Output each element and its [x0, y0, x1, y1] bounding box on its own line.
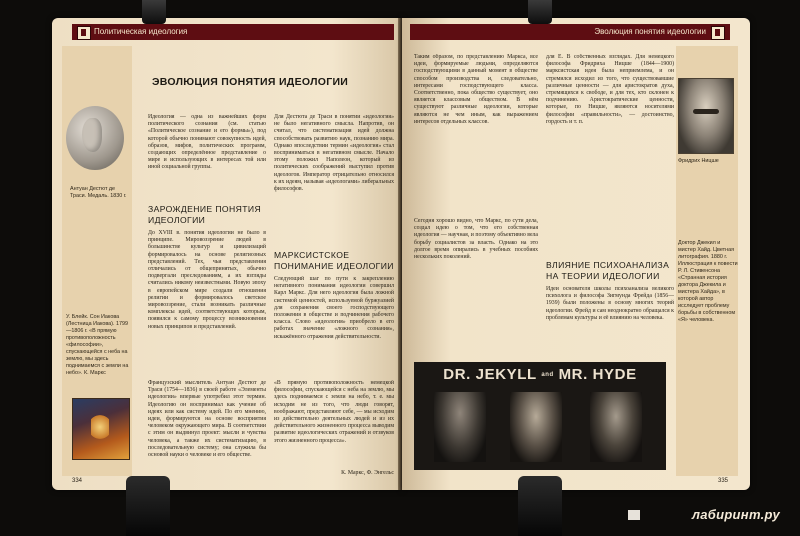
poster-title-left: DR. JEKYLL: [443, 366, 537, 383]
page-title: ЭВОЛЮЦИЯ ПОНЯТИЯ ИДЕОЛОГИИ: [152, 76, 349, 88]
page-clip: [528, 0, 552, 24]
jekyll-hyde-poster-image: [414, 362, 666, 470]
right-page-number: 335: [717, 478, 728, 484]
watermark: лабиринт.ру: [691, 507, 780, 522]
section3-heading: ВЛИЯНИЕ ПСИХОАНАЛИЗА НА ТЕОРИИ ИДЕОЛОГИИ: [546, 260, 670, 281]
painting-caption: У. Блейк. Сон Иакова (Лестница Иакова). 1799—1806 г. «В прямую противоположность «философии», спускающейся с неба на землю, мы здесь поднимаемся с земли на небо». К. Маркс: [66, 314, 129, 376]
poster-figure: [590, 392, 642, 462]
page-clip: [518, 476, 562, 536]
nietzsche-portrait-image: [678, 78, 734, 154]
section1-text-continued: Французский мыслитель Антуан Дестют де Траси (1754—1836) в своей работе «Элементы идеологии» впервые употребил этот термин. Идеологию он воспринимал как учение об идеях или как систему идей. По его мнению, идеи, формируются на основе восприятия человеком окружающего мира. В соответствии с этим он выдвинул проект: мысли и чувства человека, а также их систематизацию, в последовательную систему; она служила бы основой науки о человеке и его обществе.: [148, 380, 266, 459]
right-col1-text: Таким образом, по представлению Маркса, все идеи, формируемые людьми, определяются господствующими в данный момент в обществе способом производства и, следовательно, интересами господствующего класса. Соответственно, пока общество существует, оно является классовым обществом. В нём существуют различные идеологии, которые являются не чем иным, как выражением интересов отдельных классов.: [414, 54, 538, 125]
watermark-logo-icon: [628, 510, 640, 520]
left-running-head-text: Политическая идеология: [94, 27, 188, 36]
right-running-head-text: Эволюция понятия идеологии: [594, 27, 706, 36]
middle-column-text: Для Дестюта де Траси в понятии «идеология» не было негативного смысла. Напротив, он считал, что систематизация идей должна способствовать развитию наук, познанию мира. Однако впоследствии термин «идеология» стал восприниматься в негативном смысле. Начало этому положил Наполеон, который из политических соображений выступил против идеологов. Император отрицательно относился к их идеям, называя «идеологами» либеральных философов.: [274, 114, 394, 193]
right-col2-text: для Е. В собственных взглядах. Для немецкого философа Фридриха Ницше (1844—1900) марксистская идея была неприемлема, и он стремился исходил из того, что существовавшие различные ценности — для аристократов духа, стремящихся к свободе, и для тех, кто склонен к подчинению. Аристократические ценности, которые, по Ницше, являются носителями философии «правильности», — достоинство, гордость и т. п.: [546, 54, 674, 125]
left-page-number: 334: [72, 478, 83, 484]
poster-title-right: MR. HYDE: [558, 366, 637, 383]
poster-title: [414, 366, 666, 383]
right-running-head: [410, 24, 730, 40]
intro-text: Идеология — одна из важнейших форм политического сознания (см. статью «Политическое сознание и его формы»), под которой обычно понимают совокупность идей, образов, мифов, политических программ, создающих определённое представление о мире и использующих в интересах той или иной социальной группы.: [148, 114, 266, 171]
right-col1-text-continued: Сегодня хорошо видно, что Маркс, по сути дела, создал идею о том, что его собственная идеология — научная, и поэтому объективно вела борьбу социалистов за власть. Однако на это долгое время опирались в учебных пособиях нескольких поколений.: [414, 218, 538, 261]
section3-text: Идеи основателя школы психоанализа великого психолога и философа Зигмунда Фрейда (1856—1939) были положены в основу многих теорий идеологии. Фрейд и сам неоднократно обращался к проблемам культуры и её влиянию на человека.: [546, 286, 674, 321]
section1-heading: ЗАРОЖДЕНИЕ ПОНЯТИЯ ИДЕОЛОГИИ: [148, 204, 262, 225]
section1-text: До XVIII в. понятия идеологии не было в принципе. Мировоззрение людей в большинстве культур и цивилизаций формировалось на основе религиозных представлений. Тех, чьи представления отличались от общепринятых, обычно подвергали преследованиям, а их взгляды считались никому неизвестными. Новую эпоху в европейском мире создали отношения религии и формировалось светское мировоззрение, стали возникать различные комплексы идей, соответствующих которым, появился к самому процессу возникновения новых принципов и представлений.: [148, 230, 266, 330]
medal-caption: Антуан Дестют де Траси. Медаль. 1830 г.: [70, 186, 127, 199]
page-clip: [142, 0, 166, 24]
jekyll-caption: Доктор Джекил и мистер Хайд. Цветная литография. 1880 г. Иллюстрация к повести Р. Л. Стивенсона «Странная история доктора Джекила и мистера Хайда», в которой автор исследует проблему борьбы в собственном «Я» человека.: [678, 240, 738, 323]
nietzsche-caption: Фридрих Ницше: [678, 158, 719, 164]
left-page: [52, 18, 402, 490]
left-running-head: [72, 24, 394, 40]
poster-figure: [434, 392, 486, 462]
medal-image: [66, 106, 124, 170]
page-clip: [126, 476, 170, 536]
section2-text: Следующий шаг по пути к закреплению негативного понимания идеологии совершил Карл Маркс. Для него идеология была ложной системой ценностей, используемой буржуазией для сохранения своего господствующего положения в обществе и подчинения рабочего класса. Слово «идеология» приобрело в его работах значение «ложного сознания», искажённого отражения действительности.: [274, 276, 394, 340]
poster-figure: [510, 392, 562, 462]
poster-title-and: and: [541, 372, 554, 379]
right-page: [402, 18, 750, 490]
section-emblem-icon: [711, 26, 725, 40]
section2-heading: МАРКСИСТСКОЕ ПОНИМАНИЕ ИДЕОЛОГИИ: [274, 250, 394, 271]
marx-quote: «В прямую противоположность немецкой философии, спускающейся с неба на землю, мы здесь поднимаемся с земли на небо, т. е. мы исходим не из того, что люди говорят, воображают, представляют себе, — мы исходим из действительно деятельных людей и из их действительного жизненного процесса выводим развитие идеологических отражений и отзвуков этого жизненного процесса».: [274, 380, 394, 444]
section-emblem-icon: [77, 26, 91, 40]
painting-image: [72, 398, 130, 460]
marx-quote-attribution: К. Маркс, Ф. Энгельс: [341, 470, 394, 476]
